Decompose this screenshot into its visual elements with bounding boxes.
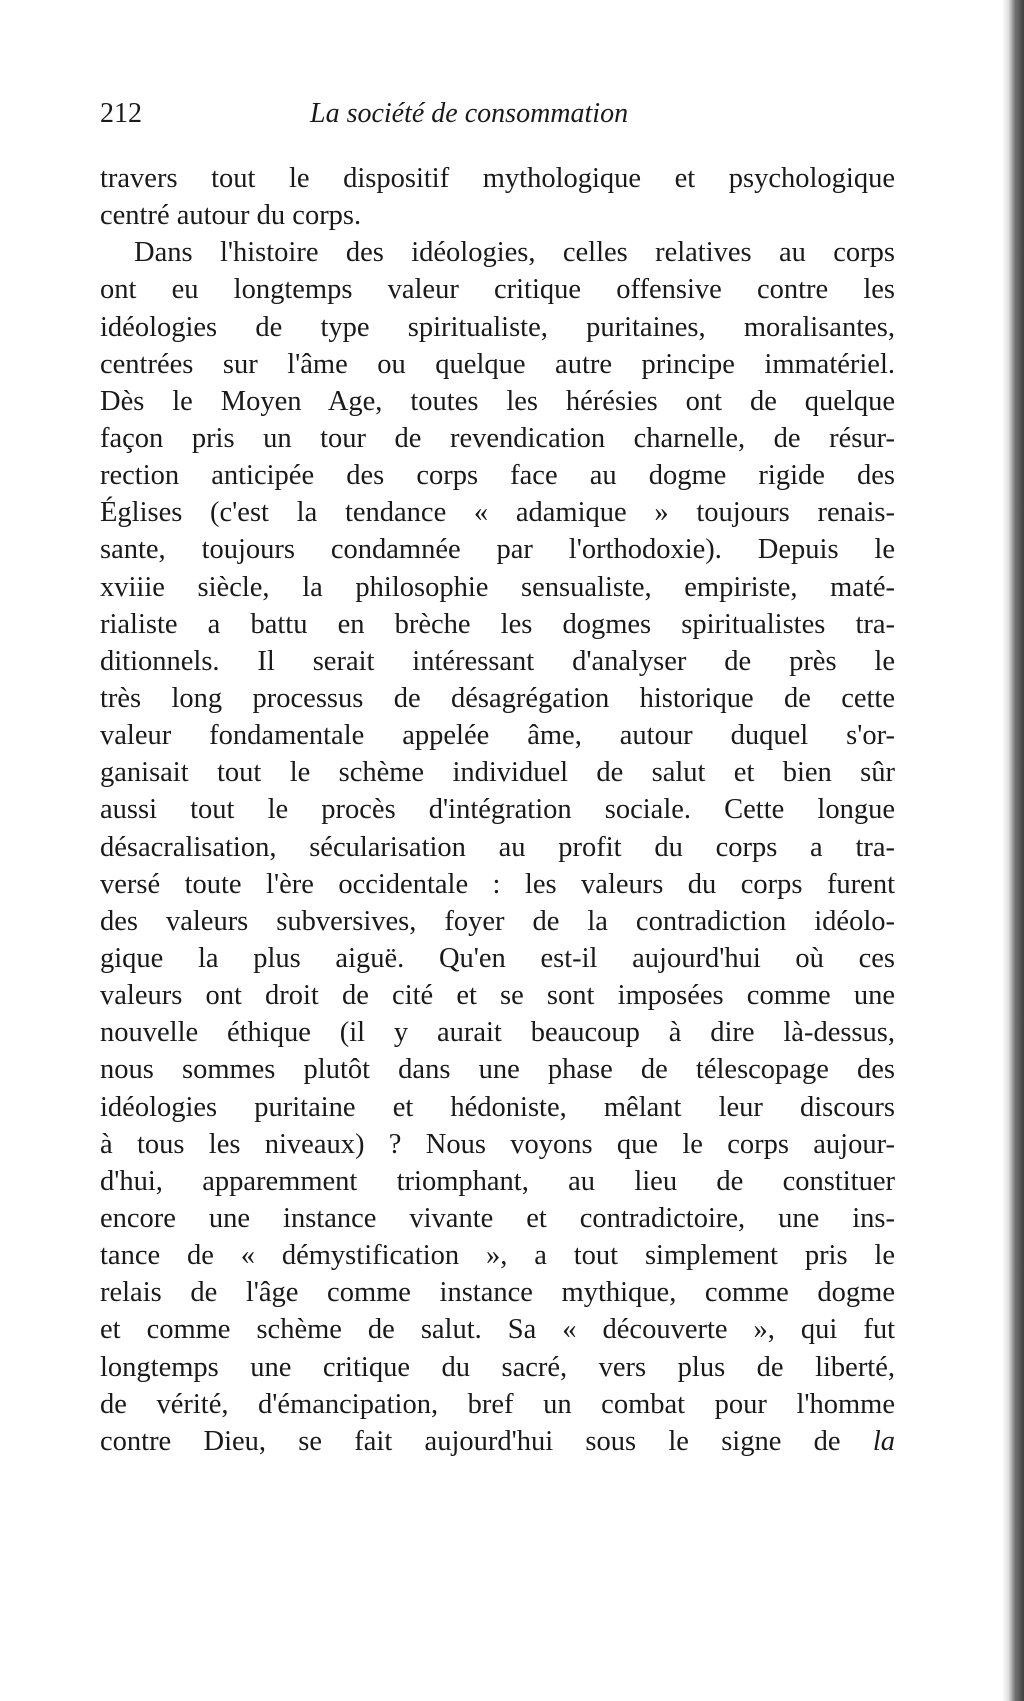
text-line: très long processus de désagrégation historique de cette xyxy=(100,682,895,714)
text-line: d'hui, apparemment triomphant, au lieu de constituer xyxy=(100,1165,895,1197)
text-line: aussi tout le procès d'intégration sociale. Cette longue xyxy=(100,794,895,826)
text-line: rection anticipée des corps face au dogme rigide des xyxy=(100,460,895,492)
text-line: valeur fondamentale appelée âme, autour duquel s'or- xyxy=(100,720,895,752)
text-line: tance de « démystification », a tout simplement pris le xyxy=(100,1240,895,1272)
text-line: idéologies puritaine et hédoniste, mêlant leur discours xyxy=(100,1091,895,1123)
text-line: rialiste a battu en brèche les dogmes spiritualistes tra- xyxy=(100,608,895,640)
text-line: centré autour du corps. xyxy=(100,200,362,232)
text-line: ont eu longtemps valeur critique offensive contre les xyxy=(100,274,895,306)
text-line: gique la plus aiguë. Qu'en est-il aujourd'hui où ces xyxy=(100,942,895,974)
text-line: versé toute l'ère occidentale : les valeurs du corps furent xyxy=(100,868,895,900)
text-line: ditionnels. Il serait intéressant d'analyser de près le xyxy=(100,645,895,677)
italic-final-word: la xyxy=(872,1425,896,1457)
page-header xyxy=(100,92,895,136)
text-line: travers tout le dispositif mythologique et psychologique xyxy=(100,163,895,194)
text-line: ganisait tout le schème individuel de salut et bien sûr xyxy=(100,757,895,789)
binding-edge-shadow xyxy=(1002,0,1024,1701)
text-line: de vérité, d'émancipation, bref un combat pour l'homme xyxy=(100,1388,895,1420)
text-line: relais de l'âge comme instance mythique, comme dogme xyxy=(100,1277,895,1309)
text-line: encore une instance vivante et contradictoire, une ins- xyxy=(100,1202,895,1234)
text-line: nouvelle éthique (il y aurait beaucoup à dire là-dessus, xyxy=(100,1017,895,1049)
text-line: désacralisation, sécularisation au profit du corps a tra- xyxy=(100,831,895,863)
text-line: valeurs ont droit de cité et se sont imposées comme une xyxy=(100,980,895,1012)
body-text xyxy=(100,160,895,1460)
text-line: xviiie siècle, la philosophie sensualiste, empiriste, maté- xyxy=(100,571,895,603)
text-line: Dans l'histoire des idéologies, celles relatives au corps xyxy=(134,237,895,269)
text-line: Églises (c'est la tendance « adamique » toujours renais- xyxy=(100,497,895,529)
text-line: sante, toujours condamnée par l'orthodoxie). Depuis le xyxy=(100,534,895,566)
text-line: idéologies de type spiritualiste, puritaines, moralisantes, xyxy=(100,311,895,343)
text-line: nous sommes plutôt dans une phase de télescopage des xyxy=(100,1054,895,1086)
text-line: et comme schème de salut. Sa « découverte », qui fut xyxy=(100,1314,895,1346)
text-line-final xyxy=(100,1423,895,1460)
text-line: longtemps une critique du sacré, vers plus de liberté, xyxy=(100,1351,895,1383)
text-line: centrées sur l'âme ou quelque autre principe immatériel. xyxy=(100,348,895,380)
running-title: La société de consommation xyxy=(310,98,629,129)
page-number: 212 xyxy=(100,98,142,129)
text-line: à tous les niveaux) ? Nous voyons que le corps aujour- xyxy=(100,1128,895,1160)
text-line: Dès le Moyen Age, toutes les hérésies ont de quelque xyxy=(100,385,895,417)
final-line-text: contre Dieu, se fait aujourd'hui sous le signe de xyxy=(100,1425,841,1457)
text-line: façon pris un tour de revendication charnelle, de résur- xyxy=(100,422,895,454)
text-line: des valeurs subversives, foyer de la contradiction idéolo- xyxy=(100,905,895,937)
